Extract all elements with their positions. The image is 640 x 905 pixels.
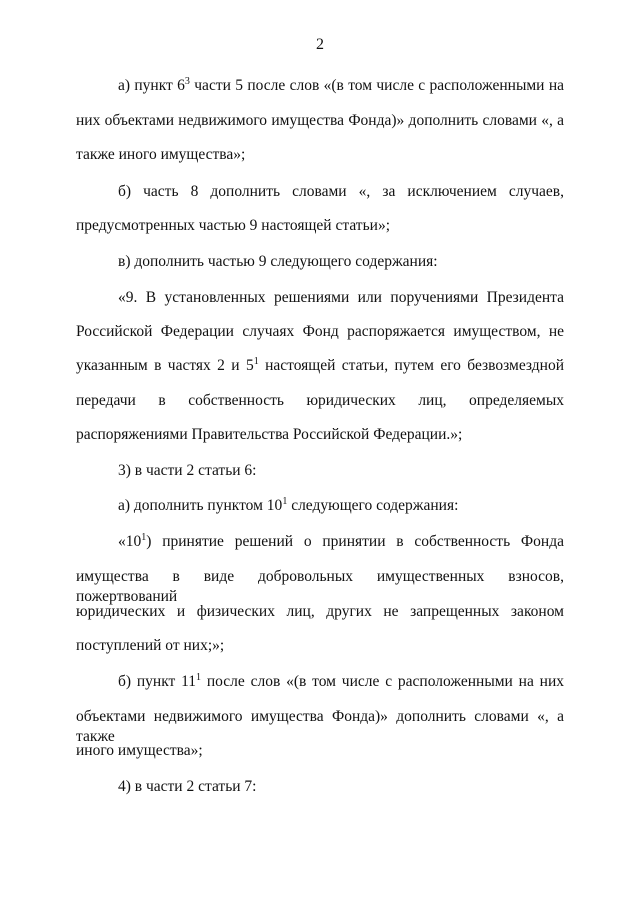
superscript: 1 <box>253 356 259 367</box>
page-number: 2 <box>316 36 324 53</box>
superscript: 1 <box>196 672 202 683</box>
text-line: указанным в частях 2 и $5^1$ настоящей статьи, путем его безвозмездной <box>76 356 564 374</box>
text-line: также иного имущества»; <box>76 146 246 163</box>
text-line: распоряжениями Правительства Российской Федерации.»; <box>76 426 463 443</box>
text-line: 3) в части 2 статьи 6: <box>118 462 257 479</box>
superscript: 1 <box>282 496 288 507</box>
text-line: поступлений от них;»; <box>76 637 225 654</box>
text-line: в) дополнить частью 9 следующего содержания: <box>118 253 438 270</box>
text-line: б) часть 8 дополнить словами «, за исключением случаев, <box>118 183 564 200</box>
text-line: передачи в собственность юридических лиц, определяемых <box>76 392 564 409</box>
text-line: иного имущества»; <box>76 742 203 759</box>
text-line: а) дополнить пунктом $10^1$ следующего содержания: <box>118 496 459 514</box>
text-line: «$10^1$) принятие решений о принятии в собственность Фонда <box>118 532 564 550</box>
text-line: а) пункт $6^3$ части 5 после слов «(в том числе с расположенными на <box>118 76 564 94</box>
text-line: имущества в виде добровольных имущественных взносов, пожертвований <box>76 568 564 605</box>
superscript: 3 <box>184 76 190 87</box>
text-line: них объектами недвижимого имущества Фонда)» дополнить словами «, а <box>76 112 564 129</box>
text-line: «9. В установленных решениями или поручениями Президента <box>118 289 564 306</box>
text-line: б) пункт $11^1$ после слов «(в том числе с расположенными на них <box>118 672 564 690</box>
text-line: объектами недвижимого имущества Фонда)» дополнить словами «, а также <box>76 708 564 745</box>
text-line: юридических и физических лиц, других не запрещенных законом <box>76 603 564 620</box>
superscript: 1 <box>141 532 147 543</box>
text-line: предусмотренных частью 9 настоящей статьи»; <box>76 217 390 234</box>
text-line: 4) в части 2 статьи 7: <box>118 778 257 795</box>
text-line: Российской Федерации случаях Фонд распоряжается имуществом, не <box>76 323 564 340</box>
